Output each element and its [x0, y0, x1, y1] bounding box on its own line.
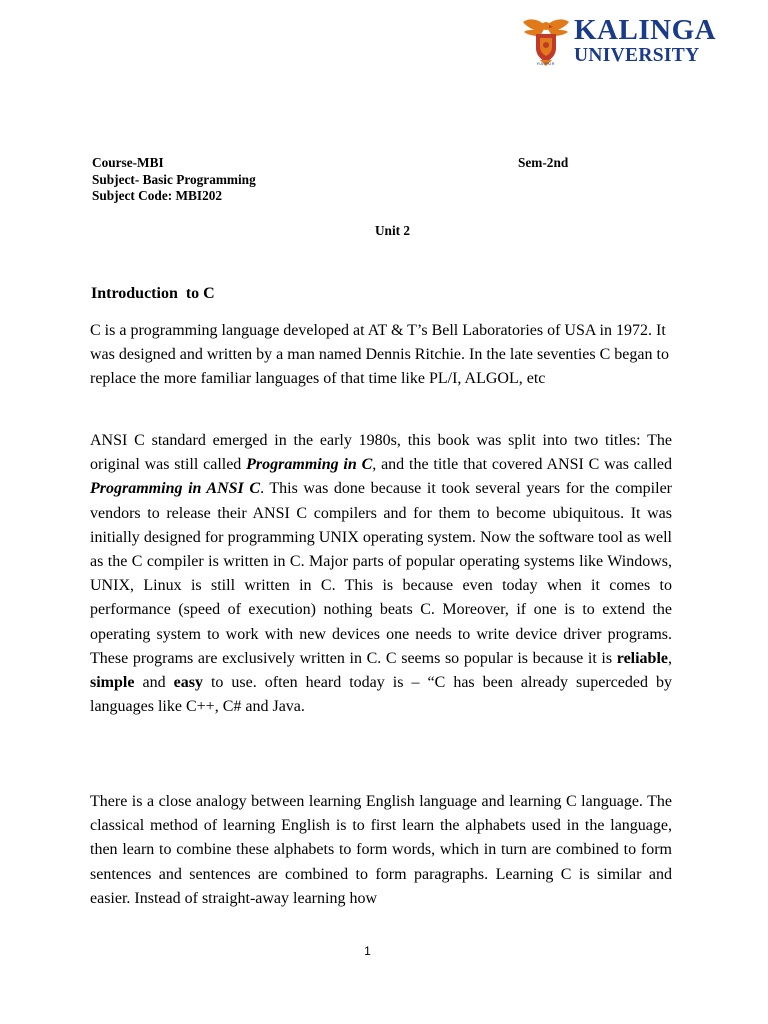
section-heading: Introduction to C — [91, 285, 215, 302]
emphasis-word: easy — [173, 674, 203, 692]
page-number: 1 — [364, 944, 371, 958]
book-title: Programming in C — [246, 456, 373, 474]
university-logo — [522, 16, 732, 70]
subject-name: Subject- Basic Programming — [92, 171, 256, 187]
unit-title: Unit 2 — [374, 223, 411, 238]
course-details — [92, 155, 256, 205]
text-run: . This was done because it took several years for the compiler vendors to release their ANSI C compilers and for them to become ubiquitous. It was initially designed for programming UNIX operating system. Now the software tool as well as the C compiler is written in C. Major parts of popular operating systems like Windows, UNIX, Linux is still written in C. This is because even today when it comes to performance (speed of execution) nothing beats C. Moreover, if one is to extend the operating system to work with new devices one needs to write device driver programs. These programs are exclusively written in C. C seems so popular is because it is — [90, 480, 672, 667]
text-run: and — [134, 674, 174, 692]
emblem-caption: RAIPUR — [536, 61, 556, 66]
semester: Sem-2nd — [518, 155, 569, 170]
logo-wordmark — [574, 16, 716, 66]
paragraph-ansi — [90, 429, 672, 719]
paragraph-analogy: There is a close analogy between learning English language and learning C language. The classical method of learning English is to first learn the alphabets used in the language, then learn to combine these alphabets to form words, which in turn are combined to form sentences and sentences are combined to form paragraphs. Learning C is similar and easier. Instead of straight-away learning how — [90, 793, 672, 907]
text-run: ANSI C standard emerged in the early 1980s, this book was split into two titles: The original was still called — [90, 432, 672, 474]
logo-line-university: UNIVERSITY — [574, 45, 700, 66]
text-run: , — [668, 649, 672, 667]
emphasis-word: reliable — [616, 649, 668, 667]
logo-line-kalinga: KALINGA — [574, 14, 717, 46]
emphasis-word: simple — [90, 674, 135, 692]
book-title: Programming in ANSI C — [90, 480, 261, 498]
text-run: to use. often heard today is – “C has been already superceded by languages like C++, C# and Java. — [90, 674, 672, 716]
course-name: Course-MBI — [92, 155, 164, 170]
text-run: , and the title that covered ANSI C was called — [372, 456, 673, 474]
paragraph-intro: C is a programming language developed at AT & T’s Bell Laboratories of USA in 1972. It was designed and written by a man named Dennis Ritchie. In the late seventies C began to replace the more familiar languages of that time like PL/I, ALGOL, etc — [90, 322, 669, 388]
subject-code: Subject Code: MBI202 — [92, 188, 223, 203]
